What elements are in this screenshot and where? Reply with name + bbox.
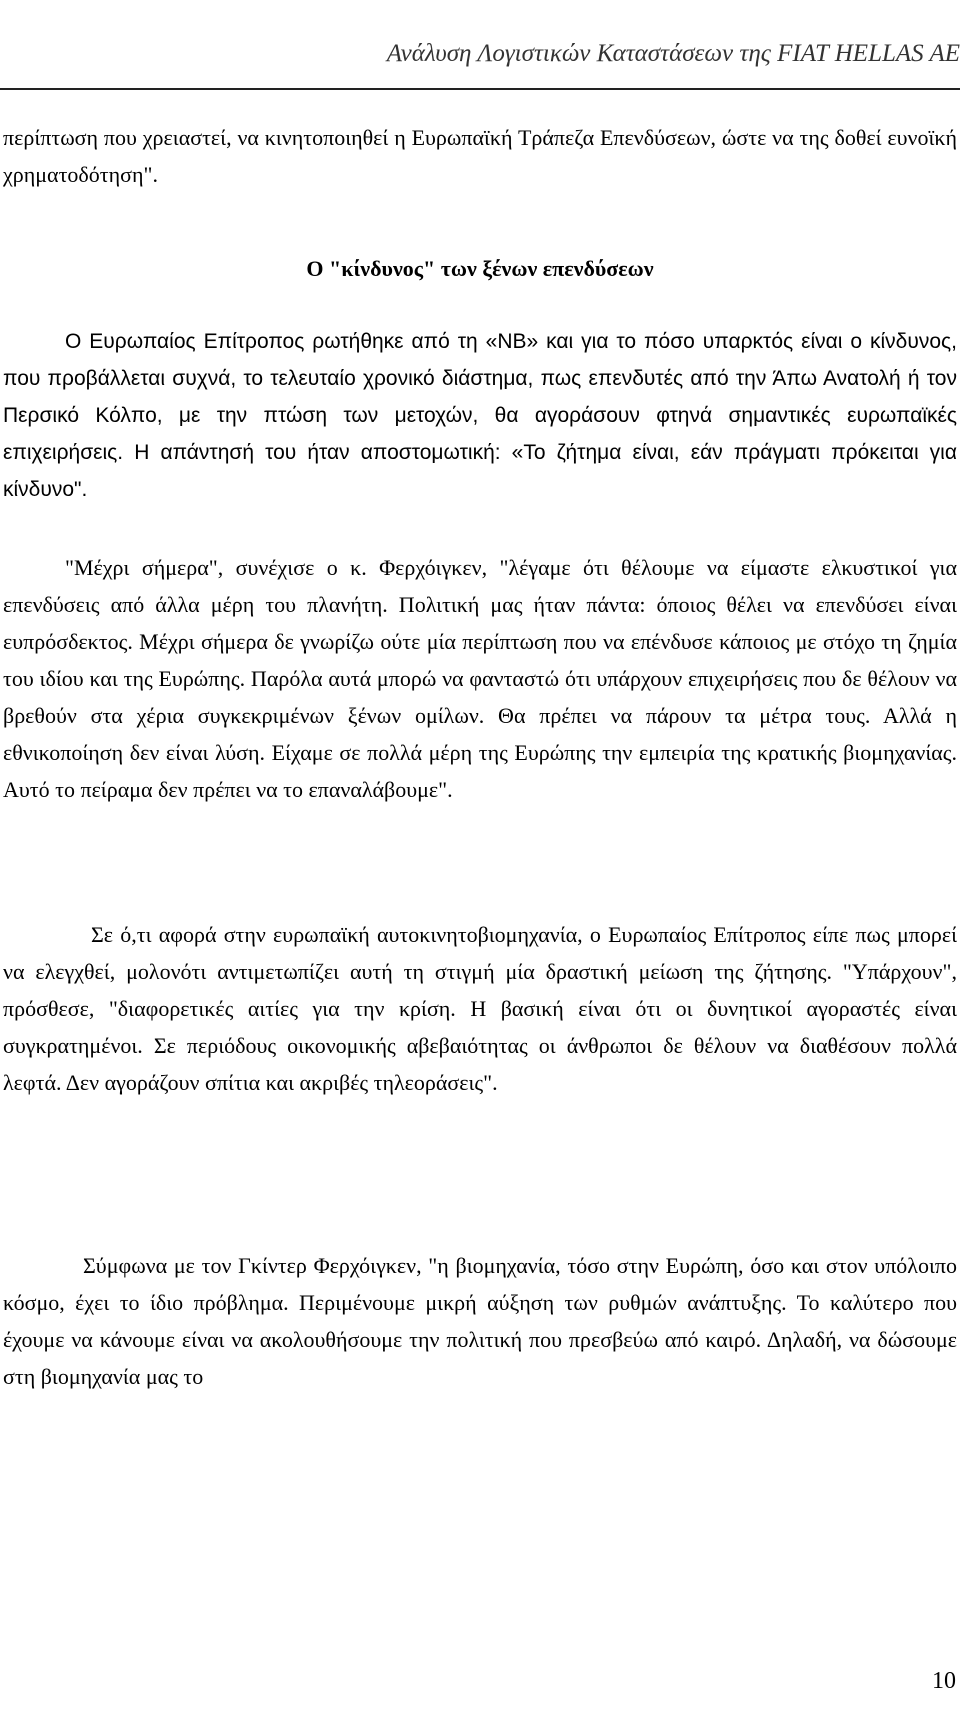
paragraph-until-today: "Μέχρι σήμερα", συνέχισε ο κ. Φερχόιγκεν, "λέγαμε ότι θέλουμε να είμαστε ελκυστικοί για επενδύσεις από άλλα μέρη του πλανήτη. Πολιτική μας ήταν πάντα: όποιος θέλει να επενδύσει είναι ευπρόσδεκτος. Μέχρι σήμερα δε γνωρίζω ούτε μία περίπτωση που να επένδυσε κάποιος με στόχο τη ζημία του ιδίου και της Ευρώπης. Παρόλα αυτά μπορώ να φανταστώ ότι υπάρχουν επιχειρήσεις που δε θέλουν να βρεθούν στα χέρια συγκεκριμένων ξένων ομίλων. Θα πρέπει να πάρουν τα μέτρα τους. Αλλά η εθνικοποίηση δεν είναι λύση. Είχαμε σε πολλά μέρη της Ευρώπης την εμπειρία της κρατικής βιομηχανίας. Αυτό το πείραμα δεν πρέπει να το επαναλάβουμε".	[3, 555, 957, 802]
paragraph-verheugen: Σύμφωνα με τον Γκίντερ Φερχόιγκεν, "η βιομηχανία, τόσο στην Ευρώπη, όσο και στον υπόλοιπο κόσμο, έχει το ίδιο πρόβλημα. Περιμένουμε μικρή αύξηση των ρυθμών ανάπτυξης. Το καλύτερο που έχουμε να κάνουμε είναι να ακολουθήσουμε την πολιτική που πρεσβεύω από καιρό. Δηλαδή, να δώσουμε στη βιομηχανία μας το	[3, 1253, 957, 1389]
header-title: Ανάλυση Λογιστικών Καταστάσεων της FIAT HELLAS AE	[386, 40, 960, 67]
paragraph-risk: Ο Ευρωπαίος Επίτροπος ρωτήθηκε από τη «ΝΒ» και για το πόσο υπαρκτός είναι ο κίνδυνος, που προβάλλεται συχνά, το τελευταίο χρονικό διάστημα, πως επενδυτές από την Άπω Ανατολή ή τον Περσικό Κόλπο, με την πτώση των μετοχών, θα αγοράσουν φτηνά σημαντικές ευρωπαϊκές επιχειρήσεις. Η απάντησή του ήταν αποστομωτική: «Το ζήτημα είναι, εάν πράγματι πρόκειται για κίνδυνο".	[3, 330, 957, 501]
page-number: 10	[932, 1668, 956, 1694]
section-heading: Ο "κίνδυνος" των ξένων επενδύσεων	[306, 256, 654, 281]
header-divider	[0, 88, 960, 90]
paragraph-continuation: περίπτωση που χρειαστεί, να κινητοποιηθεί η Ευρωπαϊκή Τράπεζα Επενδύσεων, ώστε να της δοθεί ευνοϊκή χρηματοδότηση".	[3, 125, 957, 187]
paragraph-auto-industry: Σε ό,τι αφορά στην ευρωπαϊκή αυτοκινητοβιομηχανία, ο Ευρωπαίος Επίτροπος είπε πως μπορεί να ελεγχθεί, μολονότι αντιμετωπίζει αυτή τη στιγμή μία δραστική μείωση της ζήτησης. "Υπάρχουν", πρόσθεσε, "διαφορετικές αιτίες για την κρίση. Η βασική είναι ότι οι δυνητικοί αγοραστές είναι συγκρατημένοι. Σε περιόδους οικονομικής αβεβαιότητας οι άνθρωποι δε θέλουν να διαθέσουν πολλά λεφτά. Δεν αγοράζουν σπίτια και ακριβές τηλεοράσεις".	[3, 922, 957, 1095]
page-header	[0, 0, 960, 94]
